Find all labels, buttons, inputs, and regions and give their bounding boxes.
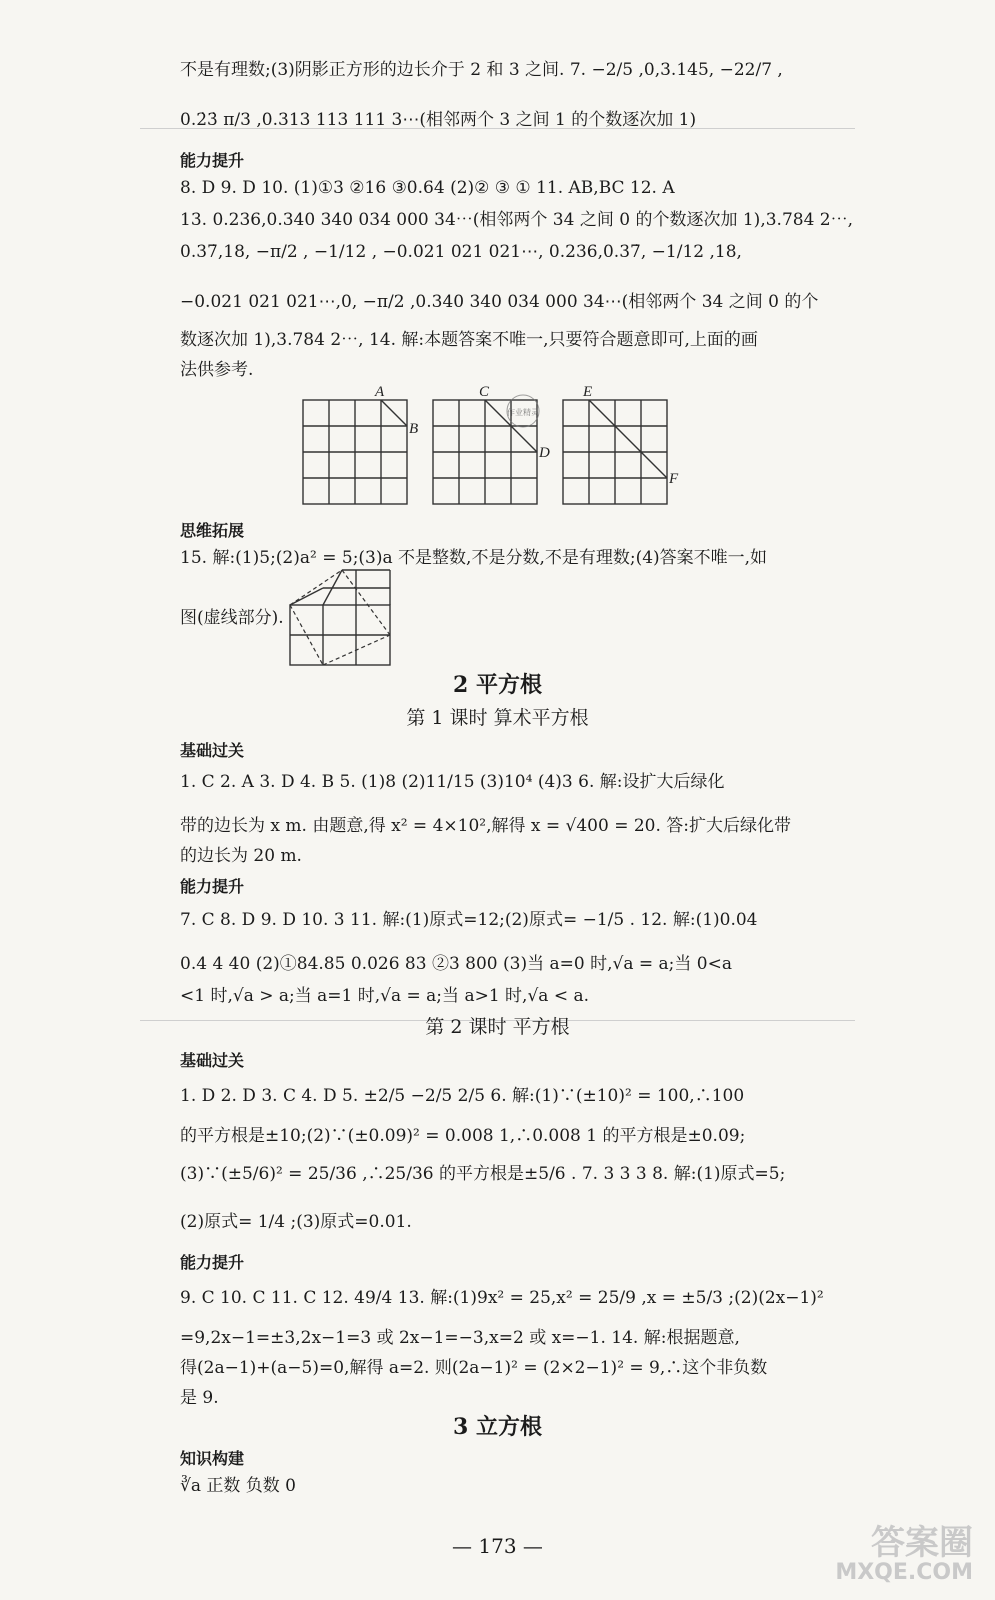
text-line: 得(2a−1)+(a−5)=0,解得 a=2. 则(2a−1)² = (2×2−1)² = 9,∴这个非负数 (180, 1358, 768, 1378)
section-heading: 能力提升 (180, 151, 245, 170)
section-heading: 能力提升 (180, 1253, 245, 1272)
grid-figures (295, 385, 695, 510)
text-line: 0.37̇,18, −π/2 , −1/12 , −0.021 021 021⋯, 0.236,0.37̇, −1/12 ,18, (180, 242, 742, 262)
section-heading: 知识构建 (180, 1449, 245, 1468)
text-line: =9,2x−1=±3,2x−1=3 或 2x−1=−3,x=2 或 x=−1. 14. 解:根据题意, (180, 1328, 740, 1348)
section-heading: 思维拓展 (180, 521, 245, 540)
lesson-title: 第 2 课时 平方根 (425, 1016, 570, 1038)
text-line: 15. 解:(1)5;(2)a² = 5;(3)a 不是整数,不是分数,不是有理数;(4)答案不唯一,如 (180, 548, 768, 568)
text-line: (2)原式= 1/4 ;(3)原式=0.01. (180, 1212, 412, 1232)
text-line: 数逐次加 1),3.784 2⋯, 14. 解:本题答案不唯一,只要符合题意即可,上面的画 (180, 330, 758, 350)
text-line: 是 9. (180, 1388, 219, 1408)
text-line: 不是有理数;(3)阴影正方形的边长介于 2 和 3 之间. 7. −2/5 ,0,3.145, −22/7 , (180, 60, 783, 80)
text-line: <1 时,√a > a;当 a=1 时,√a = a;当 a>1 时,√a < a. (180, 986, 590, 1006)
section-heading: 能力提升 (180, 877, 245, 896)
text-line: 0.2̇3̇ π/3 ,0.313 113 111 3⋯(相邻两个 3 之间 1 的个数逐次加 1) (180, 110, 697, 130)
point-label: B (409, 421, 419, 437)
point-label: F (669, 471, 679, 487)
text-line: 图(虚线部分). (180, 608, 284, 628)
point-label: E (583, 384, 593, 400)
text-line: (3)∵(±5/6)² = 25/36 ,∴25/36 的平方根是±5/6 . 7. 3 3 3 8. 解:(1)原式=5; (180, 1164, 786, 1184)
point-label: A (375, 384, 385, 400)
watermark-text: MXQE.COM (835, 1560, 973, 1585)
page-number: — 173 — (452, 1534, 543, 1558)
text-line: 9. C 10. C 11. C 12. 49/4 13. 解:(1)9x² = 25,x² = 25/9 ,x = ±5/3 ;(2)(2x−1)² (180, 1288, 824, 1308)
point-label: D (539, 445, 550, 461)
text-line: 1. D 2. D 3. C 4. D 5. ±2/5 −2/5 2/5 6. 解:(1)∵(±10)² = 100,∴100 (180, 1086, 745, 1106)
lesson-title: 第 1 课时 算术平方根 (406, 707, 589, 729)
chapter-title: 3 立方根 (453, 1414, 542, 1440)
dashed-figure (290, 570, 440, 670)
text-line: 的边长为 20 m. (180, 846, 302, 866)
point-label: C (479, 384, 490, 400)
text-line: 法供参考. (180, 360, 254, 380)
text-line: 1. C 2. A 3. D 4. B 5. (1)8 (2)11/15 (3)10⁴ (4)3 6. 解:设扩大后绿化 (180, 772, 725, 792)
section-heading: 基础过关 (180, 741, 245, 760)
chapter-title: 2 平方根 (453, 672, 542, 698)
text-line: 13. 0.236,0.340 340 034 000 34⋯(相邻两个 34 之间 0 的个数逐次加 1),3.784 2⋯, (180, 210, 854, 230)
text-line: 的平方根是±10;(2)∵(±0.09)² = 0.008 1,∴0.008 1 的平方根是±0.09; (180, 1126, 746, 1146)
text-line: ∛a 正数 负数 0 (180, 1476, 296, 1496)
text-line: −0.021 021 021⋯,0, −π/2 ,0.340 340 034 000 34⋯(相邻两个 34 之间 0 的个 (180, 292, 819, 312)
svg-text:作业精灵: 作业精灵 (507, 408, 539, 417)
watermark-logo: 答案圈 (871, 1523, 973, 1563)
text-line: 7. C 8. D 9. D 10. 3 11. 解:(1)原式=12;(2)原式= −1/5 . 12. 解:(1)0.04 (180, 910, 758, 930)
text-line: 0.4 4 40 (2)①84.85 0.026 83 ②3 800 (3)当 a=0 时,√a = a;当 0<a (180, 954, 732, 974)
text-line: 8. D 9. D 10. (1)①3 ②16 ③0.64 (2)② ③ ① 11. AB,BC 12. A (180, 178, 675, 198)
text-line: 带的边长为 x m. 由题意,得 x² = 4×10²,解得 x = √400 = 20. 答:扩大后绿化带 (180, 816, 792, 836)
section-heading: 基础过关 (180, 1051, 245, 1070)
